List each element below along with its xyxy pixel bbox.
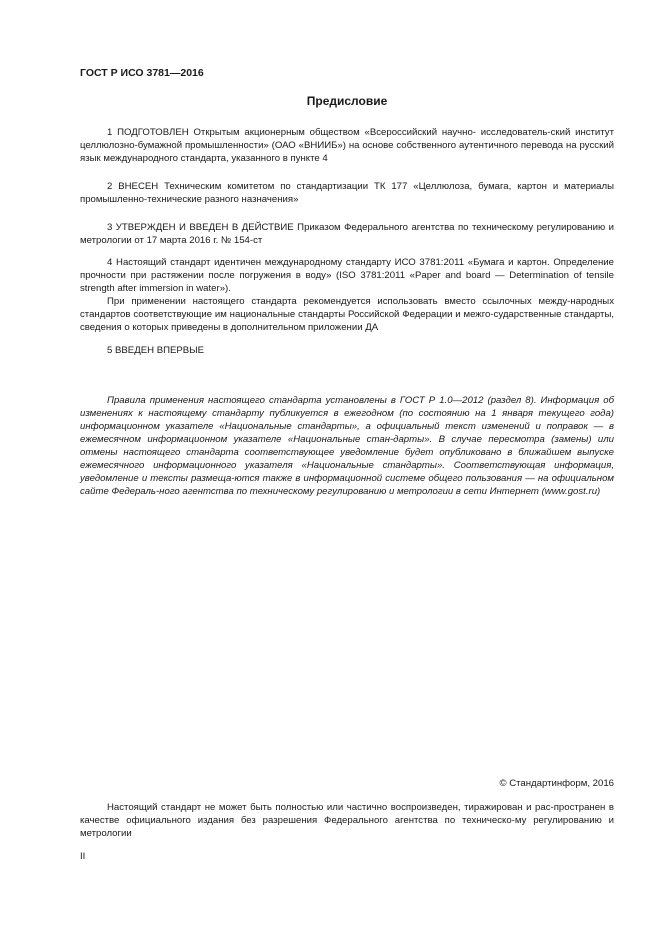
standard-code-header: ГОСТ Р ИСО 3781—2016 <box>80 67 204 79</box>
page-number: II <box>80 851 86 862</box>
paragraph-1 <box>80 126 614 165</box>
copyright-notice: © Стандартинформ, 2016 <box>499 778 614 789</box>
rules-notice-text: Правила применения настоящего стандарта установлены в ГОСТ Р 1.0—2012 (раздел 8). Информация об изменениях к настоящему стандарту публикуется в ежегодном (по состоянию на 1 января текущего года) информационном указателе «Национальные стандарты», а официальный текст изменений и поправок — в ежемесячном информационном указателе «Национальные стан-дарты». В случае пересмотра (замены) или отмены настоящего стандарта соответствующее уведомление будет опубликовано в ближайшем выпуске ежемесячного информационного указателя «Национальные стандарты». Соответствующая информация, уведомление и тексты размеща-ются также в информационной системе общего пользования — на официальном сайте Федераль-ного агентства по техническому регулированию и метрологии в сети Интернет (www.gost.ru) <box>80 395 614 497</box>
rules-notice <box>80 394 614 498</box>
paragraph-3-text: 3 УТВЕРЖДЕН И ВВЕДЕН В ДЕЙСТВИЕ Приказом Федерального агентства по техническому регулированию и метрологии от 17 марта 2016 г. № 154-ст <box>80 222 614 246</box>
paragraph-2-text: 2 ВНЕСЕН Техническим комитетом по стандартизации ТК 177 «Целлюлоза, бумага, картон и материалы промышленно-технические разного назначения» <box>80 181 614 205</box>
paragraph-1-text: 1 ПОДГОТОВЛЕН Открытым акционерным обществом «Всероссийский научно- исследователь-ский институт целлюлозно-бумажной промышленности» (ОАО «ВНИИБ») на основе собственного аутентичного перевода на русский язык международного стандарта, указанного в пункте 4 <box>80 127 614 164</box>
reproduction-notice-text: Настоящий стандарт не может быть полностью или частично воспроизведен, тиражирован и рас-пространен в качестве официального издания без разрешения Федерального агентства по техническо-му регулированию и метрологии <box>80 802 614 839</box>
paragraph-3 <box>80 221 614 247</box>
paragraph-4-text: 4 Настоящий стандарт идентичен международному стандарту ИСО 3781:2011 «Бумага и картон. Определение прочности при растяжении после погружения в воду» (ISO 3781:2011 «Paper and board — Determination of tensile strength after immersion in water»). <box>80 257 614 294</box>
paragraph-5-text: 5 ВВЕДЕН ВПЕРВЫЕ <box>107 345 205 356</box>
paragraph-4 <box>80 256 614 334</box>
paragraph-4-note: При применении настоящего стандарта рекомендуется использовать вместо ссылочных между-народных стандартов соответствующие им национальные стандарты Российской Федерации и межго-сударственные стандарты, сведения о которых приведены в дополнительном приложении ДА <box>80 296 614 333</box>
page-title: Предисловие <box>306 94 388 108</box>
paragraph-2 <box>80 180 614 206</box>
reproduction-notice <box>80 801 614 840</box>
paragraph-5 <box>80 344 614 357</box>
